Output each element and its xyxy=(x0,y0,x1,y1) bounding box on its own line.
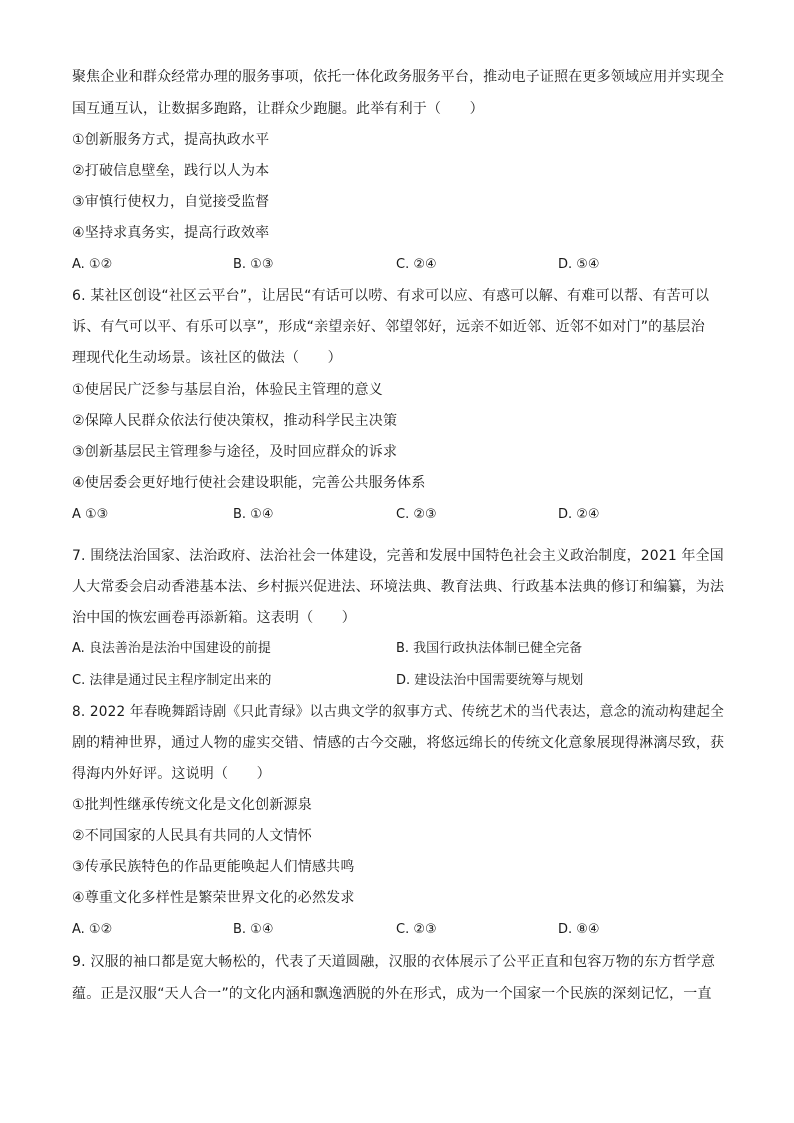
q5-stem-line-2: 国互通互认，让数据多跑路，让群众少跑腿。此举有利于（ ） xyxy=(72,101,484,117)
q5-option-a: A. ①② xyxy=(72,257,113,272)
q7-stem-line-2: 人大常委会启动香港基本法、乡村振兴促进法、环境法典、教育法典、行政基本法典的修订和编纂，为法 xyxy=(72,579,725,595)
q6-option-d: D. ②④ xyxy=(558,507,600,522)
q5-item-1: ①创新服务方式，提高执政水平 xyxy=(72,132,270,148)
q6-option-b: B. ①④ xyxy=(233,507,274,522)
q8-stem-line-1: 8. 2022 年春晚舞蹈诗剧《只此青绿》以古典文学的叙事方式、传统艺术的当代表达，意念的流动构建起全 xyxy=(72,704,725,720)
q8-item-2: ②不同国家的人民具有共同的人文情怀 xyxy=(72,828,312,844)
q5-option-d: D. ⑤④ xyxy=(558,257,600,272)
q8-option-a: A. ①② xyxy=(72,922,113,937)
q7-stem-line-3: 治中国的恢宏画卷再添新箱。这表明（ ） xyxy=(72,610,356,626)
q6-stem-line-3: 理现代化生动场景。该社区的做法（ ） xyxy=(72,350,342,366)
q5-item-2: ②打破信息壁垒，践行以人为本 xyxy=(72,163,270,179)
q7-option-d: D. 建设法治中国需要统筹与规划 xyxy=(396,673,584,688)
q6-stem-line-1: 6. 某社区创设“社区云平台”，让居民“有话可以唠、有求可以应、有惑可以解、有难可以帮、有苦可以 xyxy=(72,288,710,304)
q6-stem-line-2: 诉、有气可以平、有乐可以享”，形成“亲望亲好、邻望邻好，远亲不如近邻、近邻不如对门”的基层治 xyxy=(72,319,705,335)
q8-option-d: D. ⑧④ xyxy=(558,922,600,937)
q6-option-a: A ①③ xyxy=(72,507,109,522)
q6-option-c: C. ②③ xyxy=(396,507,437,522)
q5-option-b: B. ①③ xyxy=(233,257,274,272)
q8-item-3: ③传承民族特色的作品更能唤起人们情感共鸣 xyxy=(72,859,355,875)
q6-item-1: ①使居民广泛参与基层自治，体验民主管理的意义 xyxy=(72,382,383,398)
q9-stem-line-1: 9. 汉服的袖口都是宽大畅松的，代表了天道圆融，汉服的衣体展示了公平正直和包容万物的东方哲学意 xyxy=(72,954,716,970)
q5-stem-line-1: 聚焦企业和群众经常办理的服务事项，依托一体化政务服务平台，推动电子证照在更多领域应用并实现全 xyxy=(72,69,725,85)
q5-item-3: ③审慎行使权力，自觉接受监督 xyxy=(72,194,270,210)
q8-stem-line-2: 剧的精神世界，通过人物的虚实交错、情感的古今交融，将悠远绵长的传统文化意象展现得淋漓尽致，获 xyxy=(72,735,725,751)
q7-option-b: B. 我国行政执法体制已健全完备 xyxy=(396,641,583,656)
q8-option-b: B. ①④ xyxy=(233,922,274,937)
q6-item-4: ④使居委会更好地行使社会建设职能，完善公共服务体系 xyxy=(72,475,426,491)
q5-option-c: C. ②④ xyxy=(396,257,437,272)
q8-item-1: ①批判性继承传统文化是文化创新源泉 xyxy=(72,797,312,813)
q6-item-3: ③创新基层民主管理参与途径，及时回应群众的诉求 xyxy=(72,444,398,460)
q8-item-4: ④尊重文化多样性是繁荣世界文化的必然发求 xyxy=(72,890,355,906)
q7-stem-line-1: 7. 围绕法治国家、法治政府、法治社会一体建设，完善和发展中国特色社会主义政治制度，2021 年全国 xyxy=(72,548,724,564)
q5-item-4: ④坚持求真务实，提高行政效率 xyxy=(72,225,270,241)
q7-option-a: A. 良法善治是法治中国建设的前提 xyxy=(72,641,271,656)
q6-item-2: ②保障人民群众依法行使决策权，推动科学民主决策 xyxy=(72,413,398,429)
q8-option-c: C. ②③ xyxy=(396,922,437,937)
q7-option-c: C. 法律是通过民主程序制定出来的 xyxy=(72,673,272,688)
q9-stem-line-2: 蕴。正是汉服“天人合一”的文化内涵和飘逸洒脱的外在形式，成为一个国家一个民族的深刻记忆，一直 xyxy=(72,986,712,1002)
q8-stem-line-3: 得海内外好评。这说明（ ） xyxy=(72,766,271,782)
